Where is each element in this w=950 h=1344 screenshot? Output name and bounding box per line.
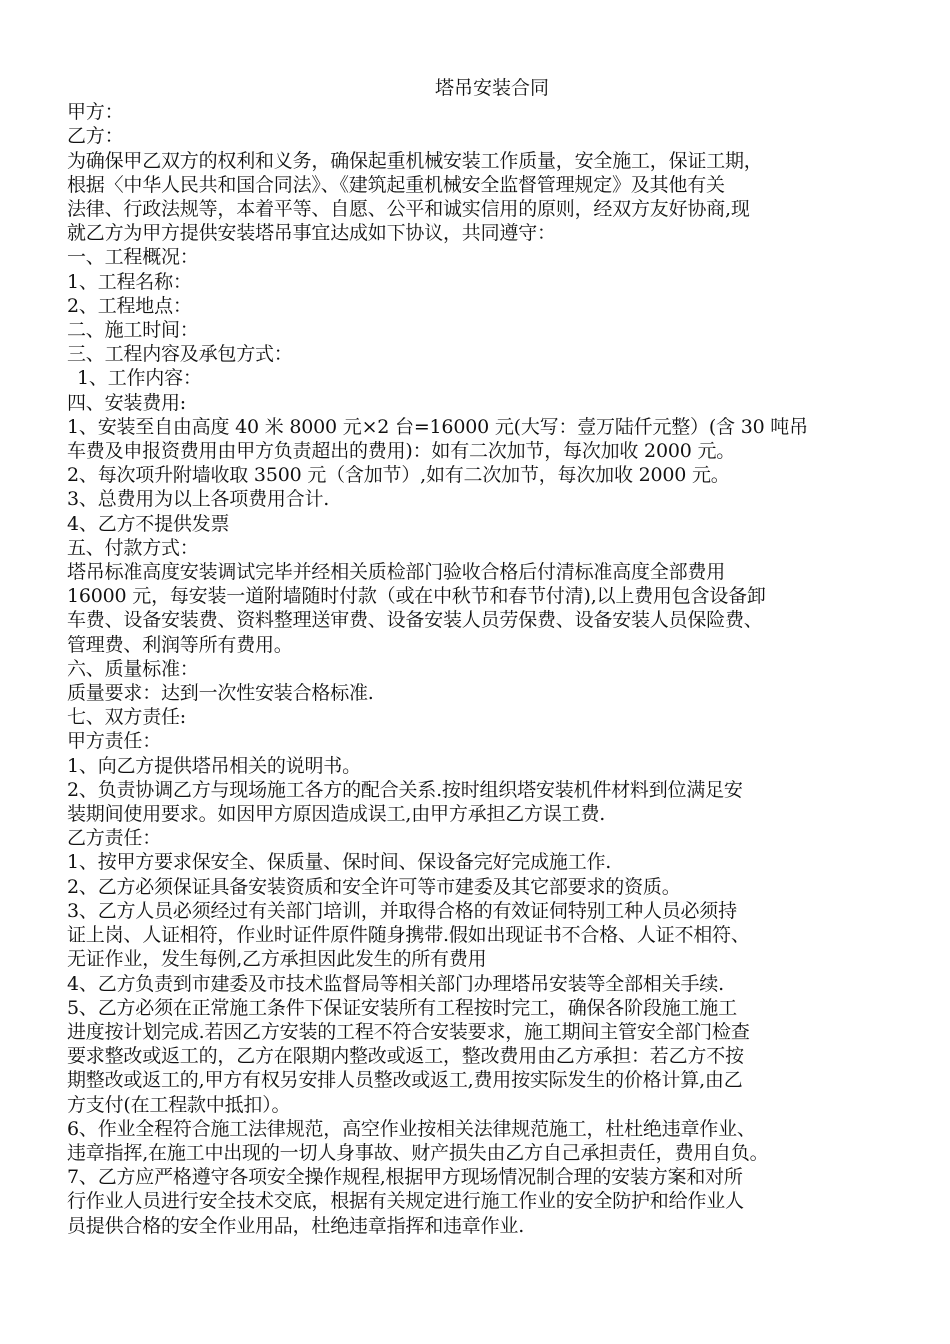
document-line: 七、双方责任: [67, 706, 187, 729]
document-line: 甲方责任： [67, 730, 162, 753]
document-line: 1、工程名称： [67, 270, 192, 293]
document-line: 3、总费用为以上各项费用合计. [67, 488, 330, 511]
document-line: 1、按甲方要求保安全、保质量、保时间、保设备完好完成施工作. [67, 851, 612, 874]
document-lines [67, 100, 897, 1238]
document-line: 五、付款方式： [67, 536, 199, 559]
document-line: 6、作业全程符合施工法律规范，高空作业按相关法律规范施工，杜杜绝违章作业、 [67, 1117, 756, 1140]
document-line: 1、工作内容： [77, 367, 202, 390]
document-body [67, 76, 897, 1238]
document-line: 2、每次项升附墙收取 3500 元（含加节）,如有二次加节，每次加收 2000 元。 [67, 464, 730, 487]
document-line: 乙方责任： [67, 827, 162, 850]
document-line: 装期间使用要求。如因甲方原因造成误工,由甲方承担乙方误工费. [67, 803, 606, 826]
document-line: 7、乙方应严格遵守各项安全操作规程,根据甲方现场情况制合理的安装方案和对所 [67, 1166, 743, 1189]
document-line: 期整改或返工的,甲方有权另安排人员整改或返工,费用按实际发生的价格计算,由乙 [67, 1069, 743, 1092]
document-line: 车费及申报资费用由甲方负责超出的费用)：如有二次加节，每次加收 2000 元。 [67, 440, 736, 463]
document-line: 2、乙方必须保证具备安装资质和安全许可等市建委及其它部要求的资质。 [67, 875, 681, 898]
document-line: 5、乙方必须在正常施工条件下保证安装所有工程按时完工，确保各阶段施工施工 [67, 996, 737, 1019]
document-line: 乙方： [67, 125, 124, 148]
document-line: 1、安装至自由高度 40 米 8000 元×2 台=16000 元(大写：壹万陆仟元整）(含 30 吨吊 [67, 415, 808, 438]
document-line: 三、工程内容及承包方式： [67, 343, 293, 366]
document-line: 2、工程地点： [67, 294, 192, 317]
document-line: 二、施工时间： [67, 319, 199, 342]
document-line: 员提供合格的安全作业用品，杜绝违章指挥和违章作业. [67, 1214, 525, 1237]
document-line: 四、安装费用: [67, 391, 187, 414]
document-line: 塔吊标准高度安装调试完毕并经相关质检部门验收合格后付清标准高度全部费用 [67, 561, 726, 584]
document-line: 证上岗、人证相符，作业时证件原件随身携带.假如出现证书不合格、人证不相符、 [67, 924, 750, 947]
document-line: 方支付(在工程款中抵扣）。 [67, 1093, 291, 1116]
document-line: 甲方： [67, 101, 124, 124]
document-line: 违章指挥,在施工中出现的一切人身事故、财产损失由乙方自己承担责任，费用自负。 [67, 1141, 769, 1164]
document-line: 根据〈中华人民共和国合同法》、《建筑起重机械安全监督管理规定》及其他有关 [67, 173, 725, 196]
document-line: 进度按计划完成.若因乙方安装的工程不符合安装要求，施工期间主管安全部门检查 [67, 1020, 750, 1043]
document-line: 质量要求：达到一次性安装合格标准. [67, 682, 374, 705]
document-line: 法律、行政法规等，本着平等、自愿、公平和诚实信用的原则，经双方友好协商,现 [67, 198, 750, 220]
document-line: 就乙方为甲方提供安装塔吊事宜达成如下协议，共同遵守： [67, 222, 556, 245]
document-line: 4、乙方负责到市建委及市技术监督局等相关部门办理塔吊安装等全部相关手续. [67, 972, 724, 995]
document-line: 16000 元，每安装一道附墙随时付款（或在中秋节和春节付清),以上费用包含设备卸 [67, 585, 766, 608]
document-line: 一、工程概况： [67, 246, 199, 269]
page-title: 塔吊安装合同 [434, 77, 549, 99]
document-line: 无证作业，发生每例,乙方承担因此发生的所有费用 [67, 948, 487, 971]
document-line: 行作业人员进行安全技术交底，根据有关规定进行施工作业的安全防护和给作业人 [67, 1190, 744, 1213]
document-line: 车费、设备安装费、资料整理送审费、设备安装人员劳保费、设备安装人员保险费、 [67, 609, 763, 632]
document-line: 六、质量标准： [67, 657, 199, 680]
document-line: 2、负责协调乙方与现场施工各方的配合关系.按时组织塔安装机件材料到位满足安 [67, 778, 743, 801]
document-line: 为确保甲乙双方的权利和义务，确保起重机械安装工作质量，安全施工，保证工期， [67, 149, 763, 172]
document-line: 要求整改或返工的，乙方在限期内整改或返工，整改费用由乙方承担：若乙方不按 [67, 1045, 744, 1068]
document-line: 3、乙方人员必须经过有关部门培训，并取得合格的有效证伺特别工种人员必须持 [67, 899, 737, 922]
document-line: 4、乙方不提供发票 [67, 512, 230, 535]
document-line: 管理费、利润等所有费用。 [67, 633, 293, 656]
document-line: 1、向乙方提供塔吊相关的说明书。 [67, 754, 361, 777]
